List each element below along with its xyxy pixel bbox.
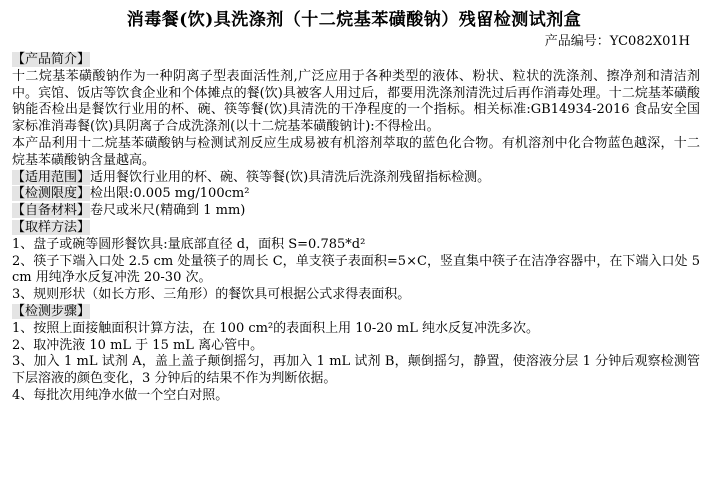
steps-header: 【检测步骤】 (12, 303, 91, 319)
limit-header: 【检测限度】 (12, 186, 91, 202)
sampling-section (12, 220, 700, 237)
step-item-4: 4、每批次用纯净水做一个空白对照。 (12, 387, 229, 403)
materials-text: 卷尺或米尺(精确到 1 mm) (90, 203, 246, 219)
document-title: 消毒餐(饮)具洗涤剂（十二烷基苯磺酸钠）残留检测试剂盒 (126, 10, 582, 30)
sampling-item-3: 3、规则形状（如长方形、三角形）的餐饮具可根据公式求得表面积。 (12, 287, 411, 303)
step-item-3: 3、加入 1 mL 试剂 A，盖上盖子颠倒摇匀，再加入 1 mL 试剂 B，颠倒摇匀，静置，使溶液分层 1 分钟后观察检测管下层溶液的颜色变化，3 分钟后的结果不作为判断依据。 (12, 354, 700, 387)
limit-section (12, 186, 700, 203)
materials-section (12, 203, 700, 220)
intro-paragraph-1: 十二烷基苯磺酸钠作为一种阴离子型表面活性剂,广泛应用于各种类型的液体、粉状、粒状的洗涤剂、擦净剂和清洁剂中。宾馆、饭店等饮食企业和个体摊点的餐(饮)具被客人用过后，都要用洗涤剂清洗过后再作消毒处理。十二烷基苯磺酸钠能否检出是餐饮行业用的杯、碗、筷等餐(饮)具清洗的干净程度的一个指标。相关标准:GB14934-2016 食品安全国家标准消毒餐(饮)具阴离子合成洗涤剂(以十二烷基苯磺酸钠计):不得检出。 (12, 68, 700, 135)
limit-text: 检出限:0.005 mg/100cm² (90, 186, 250, 202)
sampling-item-1: 1、盘子或碗等圆形餐饮具:量底部直径 d，面积 S=0.785*d² (12, 236, 366, 252)
intro-header: 【产品简介】 (12, 52, 91, 67)
intro-paragraph-2: 本产品利用十二烷基苯磺酸钠与检测试剂反应生成易被有机溶剂萃取的蓝色化合物。有机溶剂中化合物蓝色越深，十二烷基苯磺酸钠含量越高。 (12, 135, 700, 168)
materials-header: 【自备材料】 (12, 203, 91, 219)
steps-section (12, 304, 700, 321)
scope-section (12, 170, 700, 187)
document-body (12, 52, 700, 405)
sampling-item-2: 2、筷子下端入口处 2.5 cm 处量筷子的周长 C，单支筷子表面积=5×C，竖直集中筷子在洁净容器中，在下端入口处 5 cm 用纯净水反复冲洗 20-30 次。 (12, 253, 700, 286)
step-item-2: 2、取冲洗液 10 mL 于 15 mL 离心管中。 (12, 337, 264, 353)
step-item-1: 1、按照上面接触面积计算方法，在 100 cm²的表面积上用 10-20 mL 纯水反复冲洗多次。 (12, 320, 540, 336)
scope-header: 【适用范围】 (12, 169, 91, 185)
intro-section (12, 52, 700, 69)
product-code: 产品编号：YC082X01H (544, 34, 690, 49)
scope-text: 适用餐饮行业用的杯、碗、筷等餐(饮)具清洗后洗涤剂残留指标检测。 (90, 169, 491, 185)
sampling-header: 【取样方法】 (12, 219, 91, 235)
